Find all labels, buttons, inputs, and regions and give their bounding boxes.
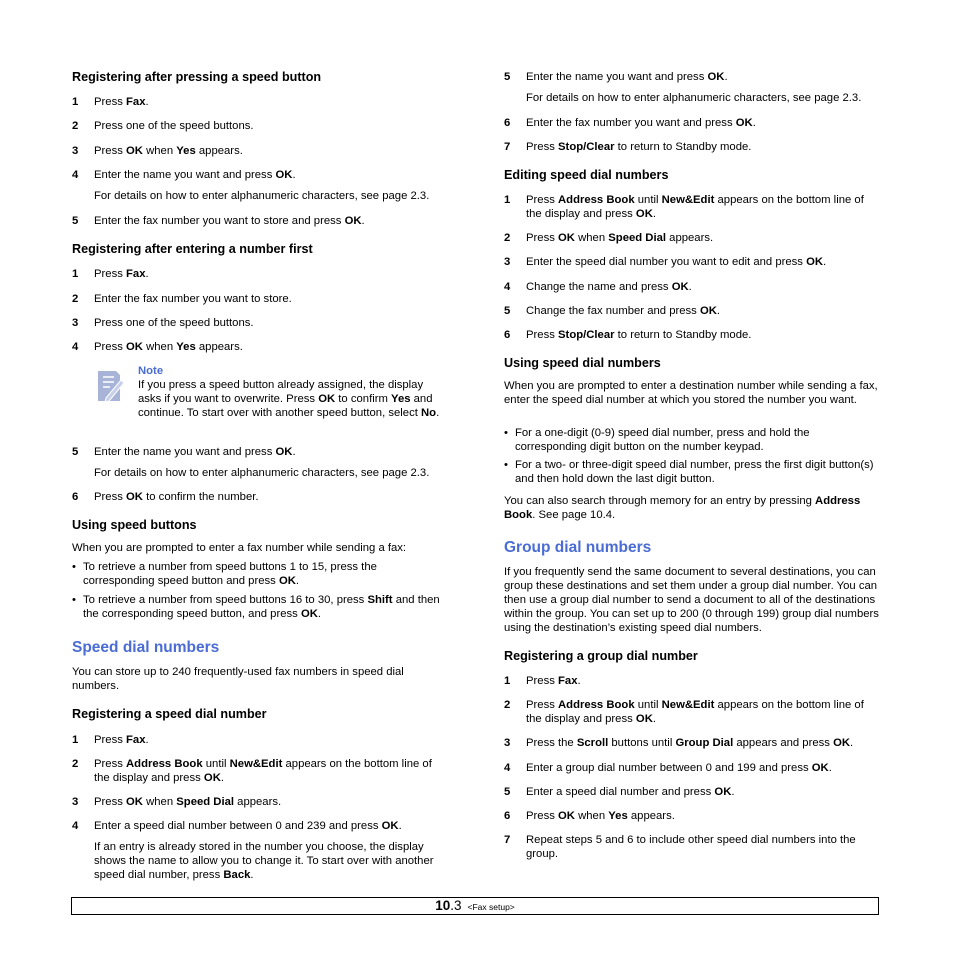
step-text: Enter a speed dial number between 0 and 239 and press OK. (94, 820, 402, 832)
heading-using-speed-buttons: Using speed buttons (72, 518, 197, 532)
step-text: Press Address Book until New&Edit appears on the bottom line of the display and press OK. (526, 699, 864, 725)
step-item (72, 119, 448, 133)
heading-using-speed-dial: Using speed dial numbers (504, 356, 661, 370)
step-item (72, 340, 448, 354)
section-name: <Fax setup> (467, 902, 515, 912)
step-number: 4 (72, 341, 79, 353)
step-text: Press OK when Yes appears. (526, 810, 675, 822)
step-number: 7 (504, 141, 511, 153)
step-number: 4 (72, 169, 79, 181)
step-item (504, 140, 880, 154)
step-text: Press Stop/Clear to return to Standby mode. (526, 329, 752, 341)
step-number: 6 (504, 329, 511, 341)
step-number: 2 (72, 758, 79, 770)
bullet-dot: • (72, 561, 76, 573)
bullet-text: For a one-digit (0-9) speed dial number, press and hold the corresponding digit button on the number keypad. (515, 427, 810, 453)
step-item (504, 833, 880, 861)
step-item (504, 116, 880, 130)
step-number: 1 (72, 734, 79, 746)
bullet-dot: • (504, 459, 508, 471)
step-item (504, 736, 880, 750)
step-text: Press Fax. (526, 675, 581, 687)
step-number: 1 (72, 96, 79, 108)
step-number: 6 (72, 491, 79, 503)
heading-after-speed-button: Registering after pressing a speed button (72, 70, 322, 84)
step-number: 4 (72, 820, 79, 832)
step-number: 4 (504, 281, 511, 293)
step-text: Press the Scroll buttons until Group Dial appears and press OK. (526, 737, 854, 749)
step-text: Press Address Book until New&Edit appears on the bottom line of the display and press OK. (526, 194, 864, 220)
step-number: 1 (72, 268, 79, 280)
bullet-text: To retrieve a number from speed buttons 16 to 30, press Shift and then the corresponding speed button, and press OK. (83, 594, 440, 620)
step-item (72, 316, 448, 330)
heading-after-number-first: Registering after entering a number first (72, 242, 313, 256)
step-item (72, 267, 448, 281)
speed-dial-intro: You can store up to 240 frequently-used fax numbers in speed dial numbers. (72, 666, 404, 692)
step-text: Press OK when Speed Dial appears. (526, 232, 714, 244)
step-number: 4 (504, 762, 511, 774)
step-detail-text: For details on how to enter alphanumeric characters, see page 2.3. (526, 92, 862, 104)
step-item (72, 795, 448, 809)
step-detail-text: If an entry is already stored in the number you choose, the display shows the name to allow you to change it. To start over with another speed dial number, press Back. (94, 841, 434, 881)
step-item (504, 328, 880, 342)
step-item (72, 757, 448, 785)
step-number: 3 (72, 796, 79, 808)
step-item (504, 698, 880, 726)
step-number: 3 (72, 317, 79, 329)
step-text: Enter the name you want and press OK. (94, 169, 296, 181)
step-text: Press Address Book until New&Edit appears on the bottom line of the display and press OK. (94, 758, 432, 784)
step-item (504, 280, 880, 294)
bullet-item (72, 560, 448, 588)
step-number: 7 (504, 834, 511, 846)
step-item (504, 193, 880, 221)
note-title: Note (138, 365, 164, 377)
step-item (72, 168, 448, 182)
page-number-suffix: .3 (450, 898, 462, 913)
step-text: Enter the speed dial number you want to edit and press OK. (526, 256, 827, 268)
step-detail (504, 91, 880, 105)
step-detail-text: For details on how to enter alphanumeric characters, see page 2.3. (94, 467, 430, 479)
step-number: 5 (504, 71, 511, 83)
step-item (72, 490, 448, 504)
step-text: Press one of the speed buttons. (94, 120, 254, 132)
bullet-item (504, 426, 880, 454)
step-item (504, 761, 880, 775)
step-detail (72, 189, 448, 203)
heading-speed-dial-numbers: Speed dial numbers (72, 639, 220, 656)
step-text: Enter a speed dial number and press OK. (526, 786, 735, 798)
step-number: 2 (504, 232, 511, 244)
note-text: If you press a speed button already assigned, the display asks if you want to overwrite. Press OK to confirm Yes and continue. To start over with another speed button, select No. (138, 379, 440, 419)
heading-registering-speed-dial: Registering a speed dial number (72, 707, 267, 721)
step-number: 5 (72, 215, 79, 227)
page-footer (71, 897, 879, 915)
step-text: Change the name and press OK. (526, 281, 692, 293)
step-item (72, 819, 448, 833)
step-number: 1 (504, 675, 511, 687)
page-number: 10 (435, 898, 451, 913)
step-number: 3 (72, 145, 79, 157)
heading-group-dial-numbers: Group dial numbers (504, 539, 652, 556)
step-text: Press OK when Speed Dial appears. (94, 796, 282, 808)
note-box (94, 364, 448, 420)
heading-registering-group: Registering a group dial number (504, 649, 698, 663)
bullet-text: To retrieve a number from speed buttons 1 to 15, press the corresponding speed button and press OK. (83, 561, 377, 587)
step-text: Press OK to confirm the number. (94, 491, 259, 503)
step-number: 2 (72, 293, 79, 305)
bullet-text: For a two- or three-digit speed dial number, press the first digit button(s) and then hold down the last digit button. (515, 459, 874, 485)
step-item (504, 70, 880, 84)
step-item (72, 95, 448, 109)
step-number: 1 (504, 194, 511, 206)
step-item (504, 809, 880, 823)
step-text: Enter a group dial number between 0 and 199 and press OK. (526, 762, 832, 774)
step-item (72, 214, 448, 228)
heading-editing-speed-dial: Editing speed dial numbers (504, 168, 669, 182)
step-detail-text: For details on how to enter alphanumeric characters, see page 2.3. (94, 190, 430, 202)
step-text: Enter the name you want and press OK. (94, 446, 296, 458)
step-text: Repeat steps 5 and 6 to include other speed dial numbers into the group. (526, 834, 856, 860)
step-number: 5 (504, 786, 511, 798)
step-detail (72, 840, 448, 882)
step-item (504, 785, 880, 799)
step-number: 3 (504, 256, 511, 268)
step-number: 6 (504, 810, 511, 822)
bullet-dot: • (72, 594, 76, 606)
step-text: Change the fax number and press OK. (526, 305, 721, 317)
step-item (504, 231, 880, 245)
bullet-dot: • (504, 427, 508, 439)
bullet-item (72, 593, 448, 621)
search-note: You can also search through memory for an entry by pressing Address Book. See page 10.4. (504, 495, 861, 521)
step-item (504, 304, 880, 318)
bullet-item (504, 458, 880, 486)
step-item (72, 144, 448, 158)
step-text: Enter the fax number you want to store. (94, 293, 292, 305)
step-item (504, 255, 880, 269)
step-number: 5 (72, 446, 79, 458)
step-number: 6 (504, 117, 511, 129)
group-intro: If you frequently send the same document to several destinations, you can group these destinations and set them under a group dial number. You can then use a group dial number to send a document to all of the destinations within the group. You can set up to 200 (0 through 199) group dial numbers using the destination’s existing speed dial numbers. (504, 566, 879, 634)
note-pencil-icon (94, 368, 124, 404)
step-text: Press Fax. (94, 268, 149, 280)
step-number: 2 (504, 699, 511, 711)
step-number: 2 (72, 120, 79, 132)
step-text: Press Fax. (94, 96, 149, 108)
step-item (72, 292, 448, 306)
step-number: 3 (504, 737, 511, 749)
step-item (504, 674, 880, 688)
step-text: Enter the name you want and press OK. (526, 71, 728, 83)
step-text: Enter the fax number you want to store and press OK. (94, 215, 365, 227)
using-speed-dial-intro: When you are prompted to enter a destination number while sending a fax, enter the speed dial number at which you stored the number you want. (504, 380, 878, 406)
step-text: Press Stop/Clear to return to Standby mode. (526, 141, 752, 153)
step-number: 5 (504, 305, 511, 317)
step-text: Press OK when Yes appears. (94, 145, 243, 157)
using-speed-buttons-intro: When you are prompted to enter a fax number while sending a fax: (72, 542, 407, 554)
step-text: Press OK when Yes appears. (94, 341, 243, 353)
step-item (72, 733, 448, 747)
step-item (72, 445, 448, 459)
step-text: Press Fax. (94, 734, 149, 746)
step-text: Press one of the speed buttons. (94, 317, 254, 329)
step-text: Enter the fax number you want and press OK. (526, 117, 756, 129)
step-detail (72, 466, 448, 480)
